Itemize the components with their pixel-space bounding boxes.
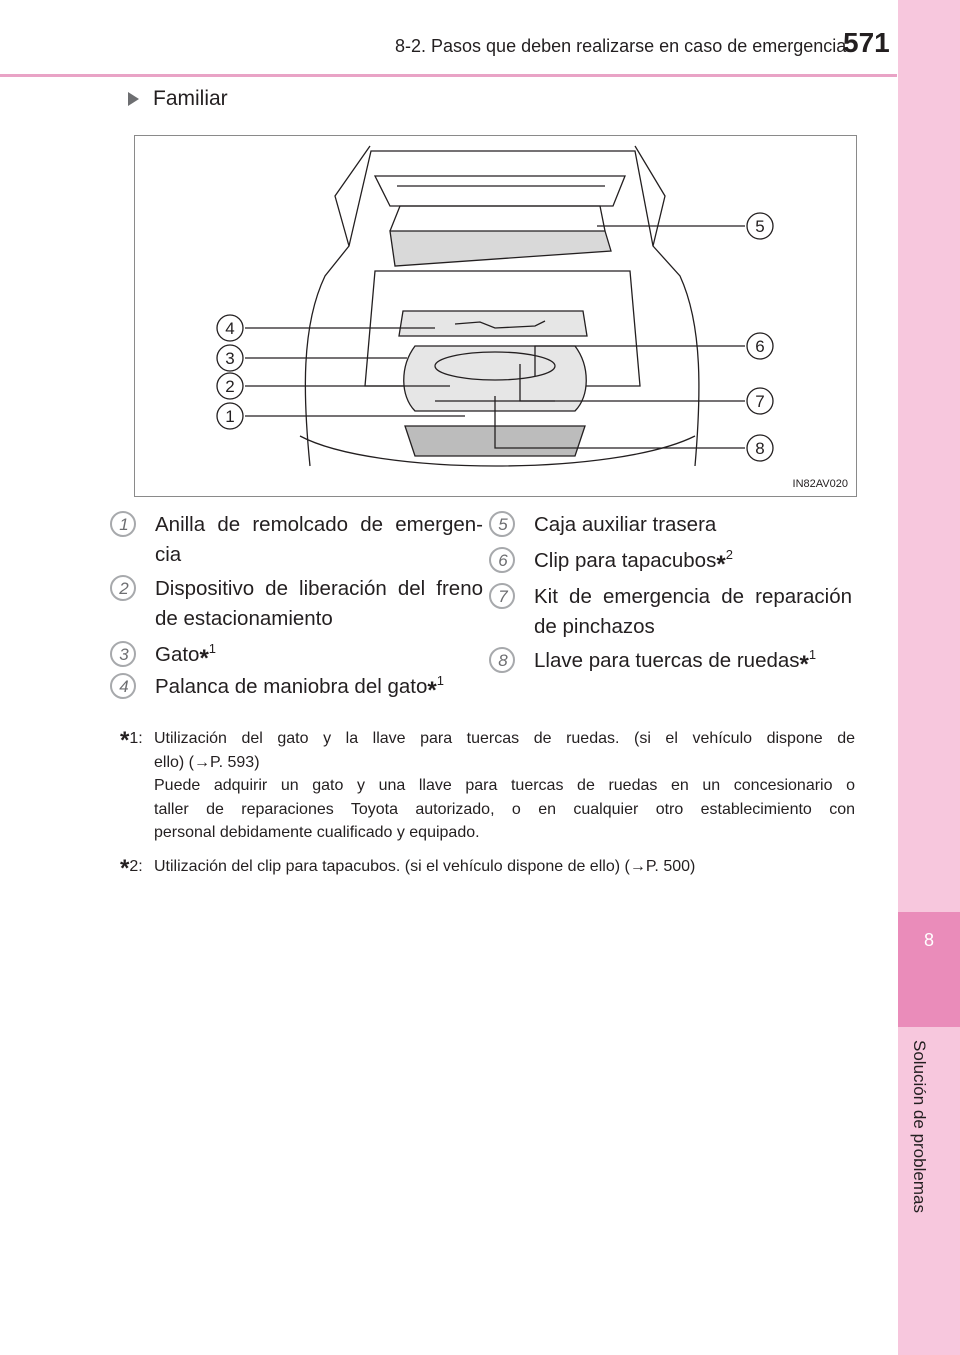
legend-note-4: 1: [436, 673, 444, 689]
legend-text-8: Llave para tuercas de ruedas: [534, 649, 800, 672]
tailgate-frame: [375, 176, 625, 206]
legend-text-1-line-1: Anilla de remolcado de emergen-: [155, 513, 483, 536]
chapter-side-tab: [898, 0, 960, 1355]
legend-number-8: 8: [492, 649, 514, 673]
legend-item-4: [119, 672, 483, 704]
footnote-2-line-1: Utilización del clip para tapacubos. (si el vehículo dispone de ello) (→P. 500): [154, 858, 696, 875]
footnote-1-body: [154, 727, 855, 845]
legend-item-5: [498, 510, 852, 540]
legend-text-1-line-2: cia: [155, 543, 182, 566]
section-label: [128, 87, 228, 111]
trunk-drawing: [135, 136, 856, 496]
footnote-1-line-1: Utilización del gato y la llave para tuercas de ruedas. (si el vehículo dispone de: [154, 730, 855, 747]
header-rule: [0, 74, 897, 77]
legend-text-5: Caja auxiliar trasera: [534, 513, 717, 536]
footnote-asterisk: *: [199, 645, 209, 672]
legend-text-7-line-2: de pinchazos: [534, 615, 655, 638]
chapter-number: 8: [923, 930, 934, 950]
footnote-2: [120, 855, 855, 882]
legend-note-8: 1: [808, 647, 817, 663]
footnote-asterisk: *: [120, 727, 130, 754]
callout-2: 2: [225, 377, 235, 396]
legend-item-8: [498, 646, 852, 678]
footnote-1-line-2: ello) (→P. 593): [154, 753, 260, 771]
legend-number-4: 4: [113, 675, 135, 699]
legend-number-3: 3: [113, 643, 135, 667]
footnote-2-mark: *2:: [120, 855, 143, 882]
legend-number-5: 5: [492, 513, 514, 537]
footnote-2-body: [154, 855, 855, 879]
legend-note-6: 2: [725, 547, 733, 563]
header-title: 8-2. Pasos que deben realizarse en caso de emergencia: [395, 36, 847, 56]
trunk-illustration: [134, 135, 857, 497]
footnote-2-number-text: 2: [129, 858, 139, 875]
section-label-text: Familiar: [153, 87, 228, 110]
legend-text-6: Clip para tapacubos: [534, 549, 717, 572]
callout-5: 5: [755, 217, 765, 236]
legend-text-4: Palanca de maniobra del gato: [155, 675, 428, 698]
legend-number-6: 6: [492, 549, 514, 573]
legend-text-7-line-1: Kit de emergencia de reparación: [534, 585, 852, 608]
footnote-asterisk: *: [120, 855, 130, 882]
chapter-label: Solución de problemas: [910, 1040, 929, 1213]
legend-item-2: [119, 574, 483, 634]
figure-code: IN82AV020: [792, 478, 848, 490]
legend-item-1: [119, 510, 483, 570]
footnote-asterisk: *: [427, 677, 437, 704]
footnote-asterisk: *: [799, 651, 809, 678]
page-number: 571: [843, 27, 890, 58]
legend-number-2: 2: [113, 577, 135, 601]
callout-6: 6: [755, 337, 765, 356]
callout-4: 4: [225, 319, 235, 338]
legend-number-7: 7: [492, 585, 514, 609]
car-body-outline: [305, 151, 699, 466]
callout-8: 8: [755, 439, 765, 458]
legend-item-6: [498, 546, 852, 578]
callout-1: 1: [225, 407, 235, 426]
footnote-1-line-3: Puede adquirir un gato y una llave para tuercas de ruedas en un concesionario o: [154, 777, 855, 794]
legend-text-3: Gato: [155, 643, 200, 666]
legend-text-2-line-1: Dispositivo de liberación del freno: [155, 577, 483, 600]
legend-note-3: 1: [208, 641, 217, 657]
legend-number-1: 1: [113, 513, 135, 537]
legend-text-2-line-2: de estacionamiento: [155, 607, 333, 630]
footnote-1-mark: *1:: [120, 727, 143, 754]
footnote-1-line-4: taller de reparaciones Toyota autorizado, o en cualquier otro establecimiento con: [154, 800, 855, 818]
callout-7: 7: [755, 392, 765, 411]
legend-item-7: [498, 582, 852, 642]
footnote-1: [120, 727, 855, 845]
tonneau-top: [390, 206, 605, 231]
legend-item-3: [119, 640, 483, 672]
triangle-bullet-icon: [128, 92, 139, 106]
callout-3: 3: [225, 349, 235, 368]
tonneau-cover: [390, 231, 611, 266]
jack-handle-tray: [399, 311, 587, 336]
footnote-1-line-5: personal debidamente cualificado y equipado.: [154, 824, 480, 841]
footnote-asterisk: *: [716, 551, 726, 578]
footnote-1-number-text: 1: [129, 730, 139, 747]
